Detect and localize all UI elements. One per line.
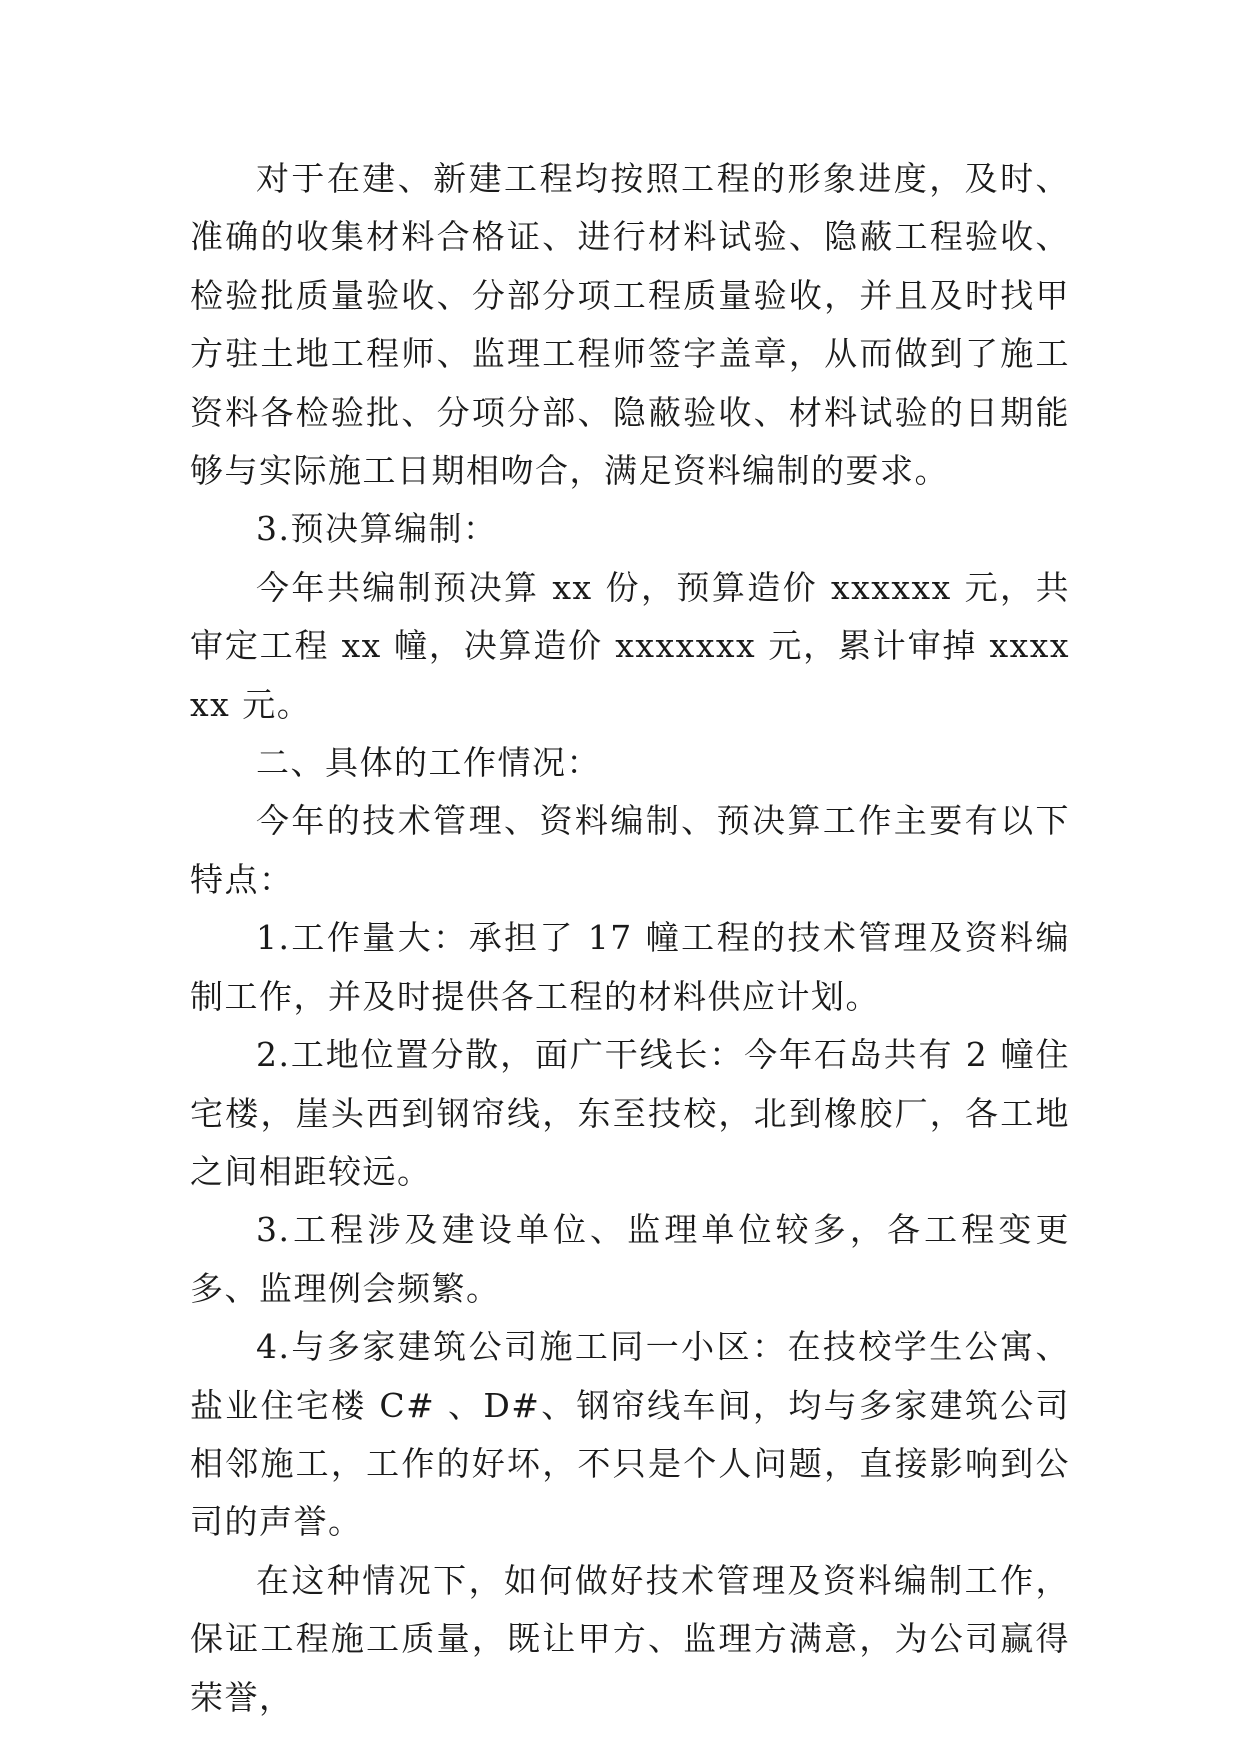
paragraph-feature-workload: 1.工作量大：承担了 17 幢工程的技术管理及资料编制工作，并及时提供各工程的材料供应计划。 [190,918,1070,1016]
paragraph-feature-many-units: 3.工程涉及建设单位、监理单位较多，各工程变更多、监理例会频繁。 [190,1210,1070,1308]
paragraph-feature-dispersed-sites: 2.工地位置分散，面广干线长：今年石岛共有 2 幢住宅楼，崖头西到钢帘线，东至技校，北到橡胶厂，各工地之间相距较远。 [190,1035,1070,1191]
heading-specific-work: 二、具体的工作情况： [256,743,601,783]
paragraph-work-features-intro: 今年的技术管理、资料编制、预决算工作主要有以下特点： [190,801,1070,899]
document-body [190,150,1070,1727]
paragraph-document-collection: 对于在建、新建工程均按照工程的形象进度，及时、准确的收集材料合格证、进行材料试验、隐蔽工程验收、检验批质量验收、分部分项工程质量验收，并且及时找甲方驻土地工程师、监理工程师签字盖章，从而做到了施工资料各检验批、分项分部、隐蔽验收、材料试验的日期能够与实际施工日期相吻合，满足资料编制的要求。 [190,159,1070,491]
paragraph-feature-shared-community: 4.与多家建筑公司施工同一小区：在技校学生公寓、盐业住宅楼 C# 、D#、钢帘线车间，均与多家建筑公司相邻施工，工作的好坏，不只是个人问题，直接影响到公司的声誉。 [190,1327,1070,1542]
heading-budget-compilation: 3.预决算编制： [256,509,498,549]
paragraph-budget-figures: 今年共编制预决算 xx 份，预算造价 xxxxxx 元，共审定工程 xx 幢，决算造价 xxxxxxx 元，累计审掉 xxxxxx 元。 [190,567,1070,724]
paragraph-conclusion: 在这种情况下，如何做好技术管理及资料编制工作，保证工程施工质量，既让甲方、监理方满意，为公司赢得荣誉， [190,1560,1070,1717]
